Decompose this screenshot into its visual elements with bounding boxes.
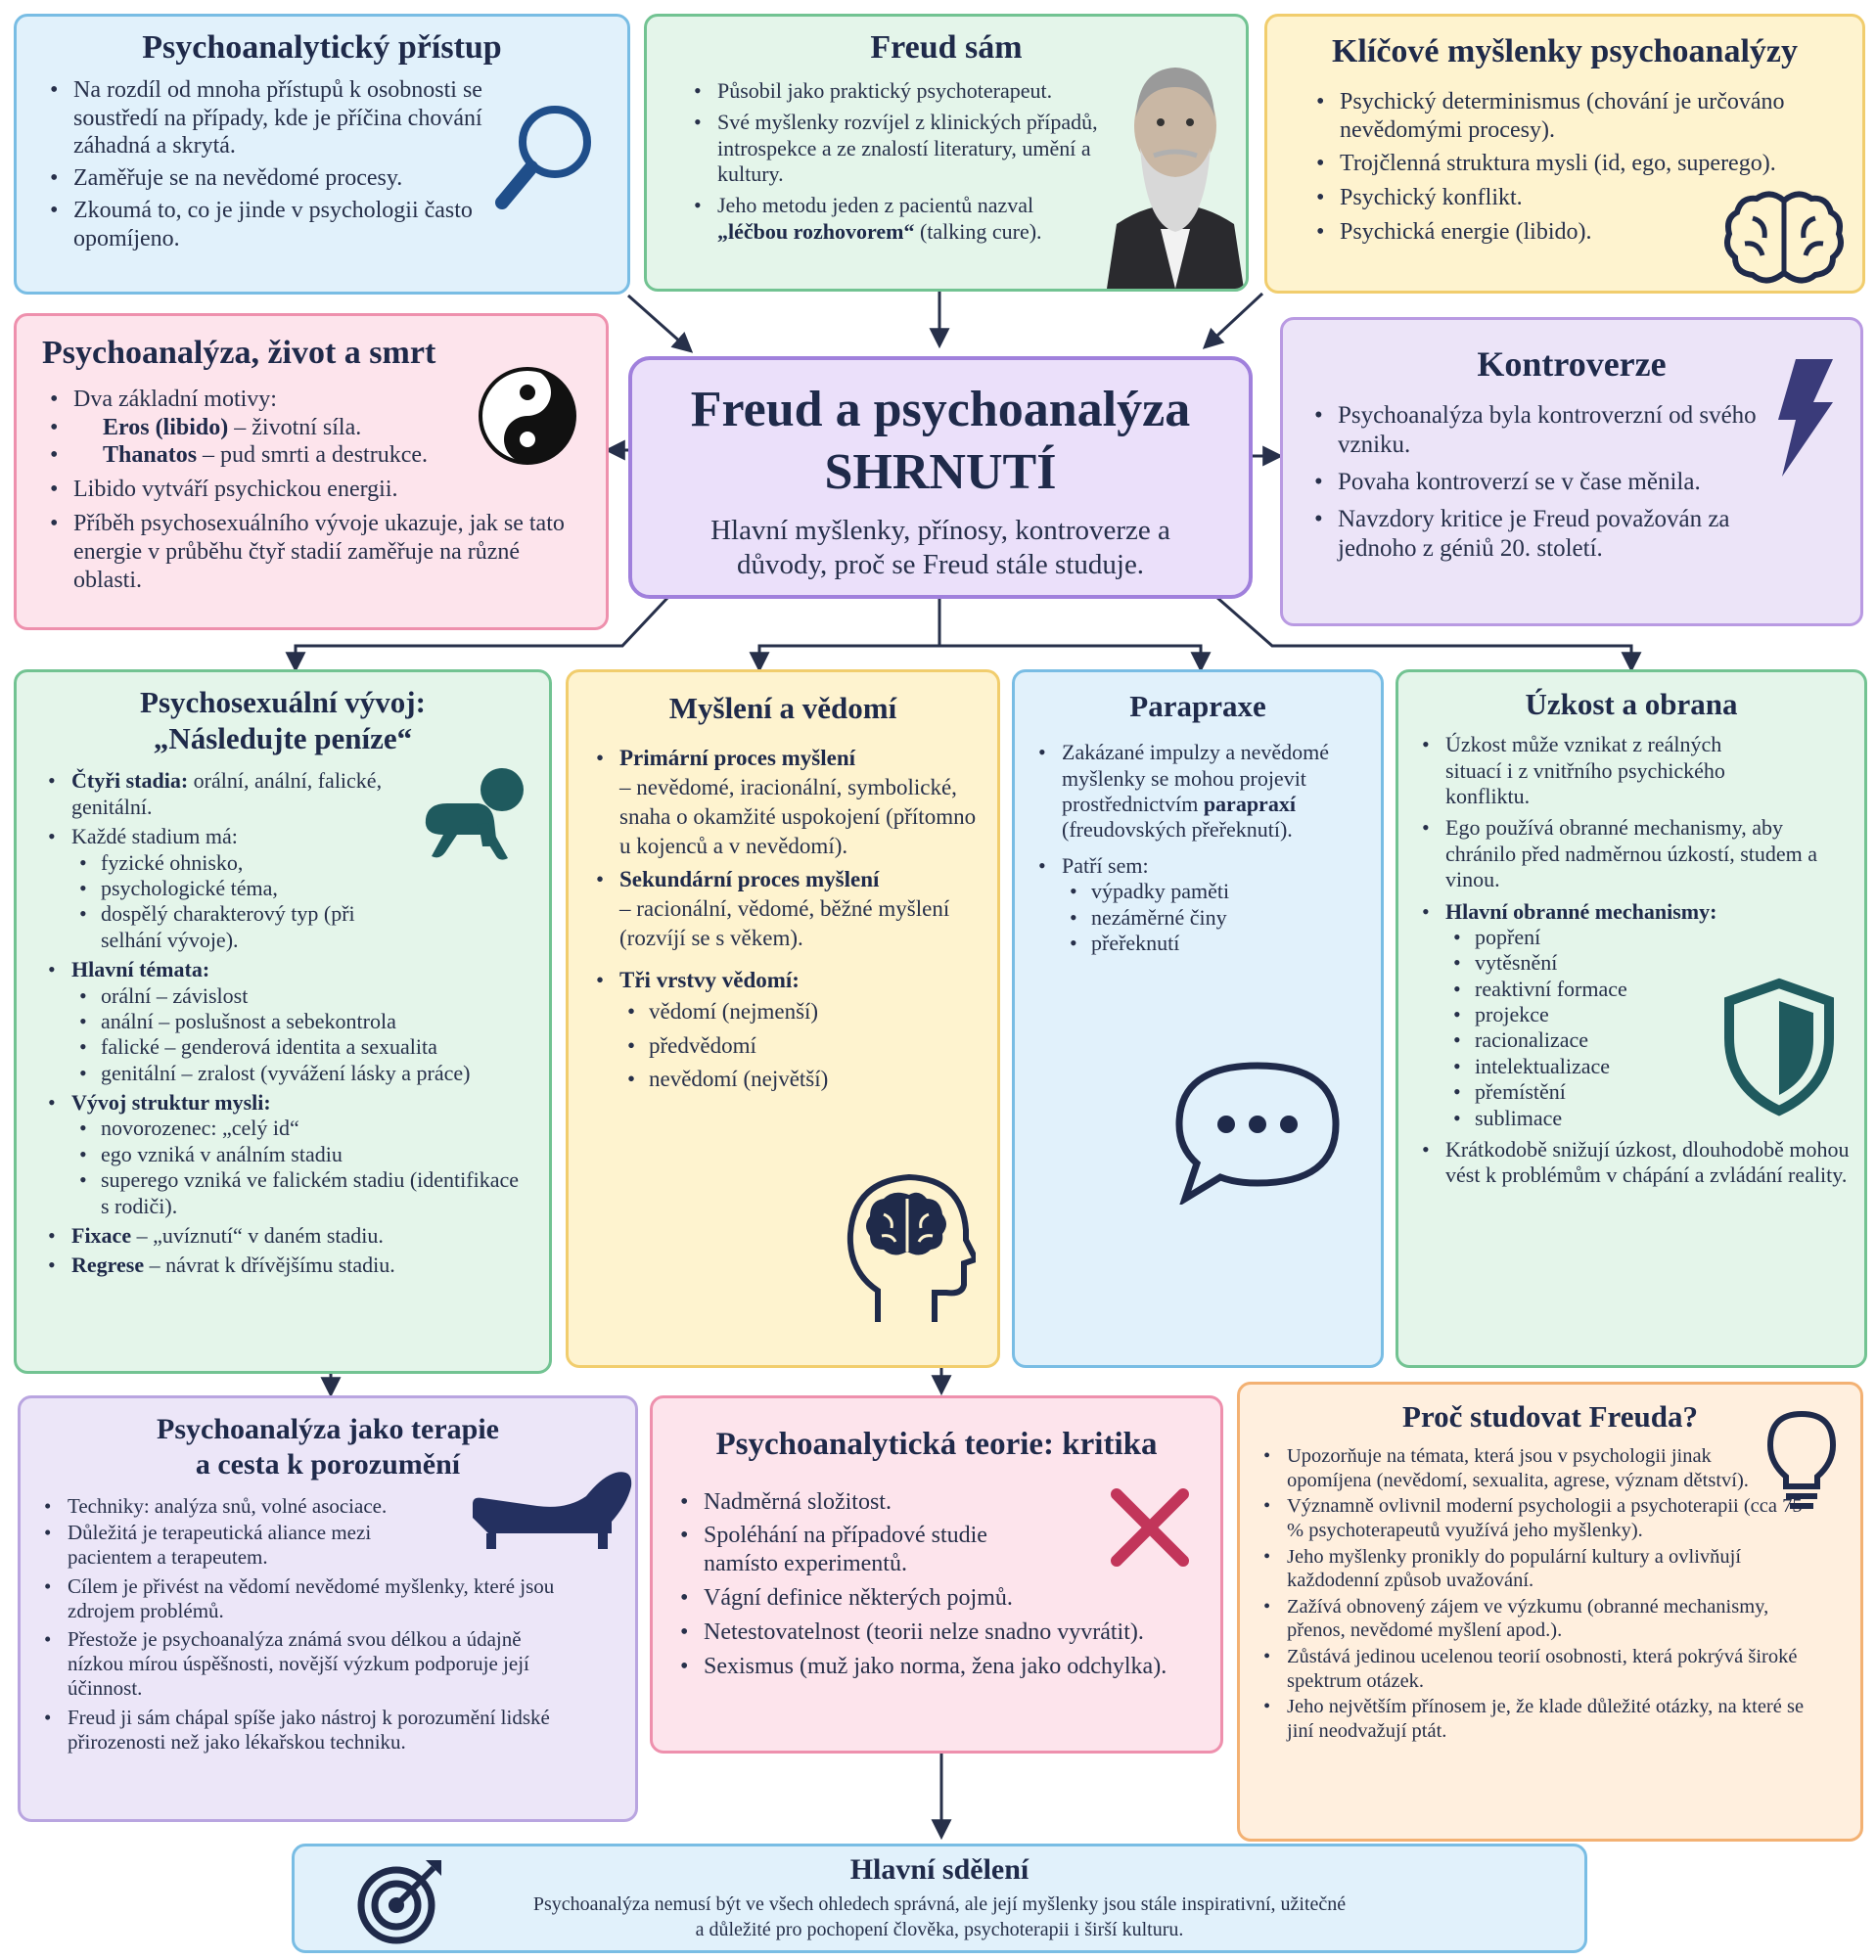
arrow-approach-to-center: [628, 296, 690, 350]
main-title-summary: SHRNUTÍ: [824, 444, 1057, 501]
card-list: [684, 78, 1099, 245]
arrow-center-to-parapraxis: [939, 646, 1201, 668]
primary-text: – nevědomé, iracionální, symbolické, snaha o okamžité uspokojení (přítomno u kojenců a v nevědomí).: [619, 775, 977, 858]
card-subtitle: „Následujte peníze“: [153, 721, 413, 756]
card-list: [586, 744, 978, 1097]
item-text: Patří sem:: [1062, 852, 1149, 878]
thanatos-label: Thanatos: [103, 442, 198, 469]
main-subtitle: Hlavní myšlenky, přínosy, kontroverze a důvody, proč se Freud stále studuje.: [710, 514, 1170, 580]
psychosexual-card: [14, 669, 552, 1374]
list-item: • Psychoanalýza byla kontroverzní od svého vzniku.: [1304, 401, 1762, 460]
sub-item: • novorozenec: „celý id“: [71, 1116, 529, 1141]
card-list: [1304, 401, 1762, 564]
sub-list: [619, 995, 978, 1097]
sub-item: • vědomí (nejmenší): [619, 995, 978, 1029]
freud-himself-card: [644, 14, 1249, 292]
list-item: • Své myšlenky rozvíjel z klinických případů, introspekce a ze znalostí literatury, umění a kultury.: [684, 110, 1099, 187]
stages-text: orální, anální, falické, genitální.: [71, 768, 383, 819]
psychoanalytic-approach-card: [14, 14, 630, 295]
list-item: • Příběh psychosexuálního vývoje ukazuje, jak se tato energie v průběhu čtyř stadií zaměřuje na různé oblasti.: [40, 510, 586, 594]
list-item: [38, 768, 383, 820]
card-title: Freud sám: [870, 29, 1023, 66]
regression-label: Regrese: [71, 1253, 145, 1278]
list-item: • Psychický konflikt.: [1306, 184, 1823, 212]
card-list: [1412, 732, 1851, 1189]
secondary-text: – racionální, vědomé, běžné myšlení (rozvíjí se s věkem).: [619, 895, 950, 950]
card-title: Psychoanalýza, život a smrt: [42, 335, 436, 371]
card-title: Parapraxe: [1129, 689, 1266, 723]
list-item: [38, 1090, 529, 1219]
main-title: Freud a psychoanalýza: [690, 382, 1191, 437]
list-item-sub: [40, 414, 479, 442]
central-summary-card: [628, 356, 1253, 599]
sub-item: • intelektualizace: [1445, 1054, 1851, 1079]
thinking-card: [566, 669, 1000, 1368]
card-title: Psychoanalýza jako terapie: [157, 1413, 499, 1445]
sub-item: • nevědomí (největší): [619, 1063, 978, 1097]
crawling-baby-icon: [418, 766, 535, 868]
shield-icon: [1721, 978, 1837, 1117]
sub-list: [1062, 879, 1367, 956]
item-bold: parapraxí: [1203, 791, 1296, 816]
sub-item: • falické – genderová identita a sexualita: [71, 1034, 529, 1060]
fixation-label: Fixace: [71, 1223, 132, 1249]
list-item: • Freud ji sám chápal spíše jako nástroj k porozumění lidské přirozenosti než jako lékařskou techniku.: [34, 1706, 557, 1755]
structures-label: Vývoj struktur mysli:: [71, 1090, 271, 1116]
list-item: [586, 744, 978, 861]
card-title: Klíčové myšlenky psychoanalýzy: [1331, 33, 1799, 69]
list-item: • Krátkodobě snižují úzkost, dlouhodobě mohou vést k problémům v chápání a zvládání reality.: [1412, 1137, 1851, 1189]
card-title: Myšlení a vědomí: [668, 691, 897, 725]
sub-item: • nezáměrné činy: [1062, 905, 1367, 931]
card-list: [1029, 740, 1367, 956]
list-item: [38, 1253, 529, 1278]
list-item: • Významně ovlivnil moderní psychologii a psychoterapii (cca 75 % psychoterapeutů využívá jeho myšlenky).: [1254, 1494, 1821, 1542]
therapy-card: [18, 1395, 638, 1822]
thanatos-text: – pud smrti a destrukce.: [203, 442, 428, 469]
sub-list: [71, 1116, 529, 1219]
item-text: Jeho metodu jeden z pacientů nazval: [717, 193, 1034, 218]
stages-label: Čtyři stadia:: [71, 768, 189, 794]
list-item: • Zkoumá to, co je jinde v psychologii často opomíjeno.: [40, 197, 490, 253]
card-title: Proč studovat Freuda?: [1402, 1399, 1698, 1434]
couch-icon: [469, 1457, 635, 1555]
themes-label: Hlavní témata:: [71, 957, 210, 982]
list-item: • Spoléhání na případové studie namísto experimentů.: [670, 1522, 1034, 1578]
list-item: [38, 1223, 529, 1249]
sub-list: [71, 850, 412, 954]
sub-item: • dospělý charakterový typ (při selhání vývoje).: [71, 901, 412, 953]
sub-item: • genitální – zralost (vyvážení lásky a práce): [71, 1061, 529, 1086]
message-line: Psychoanalýza nemusí být ve všech ohledech správná, ale její myšlenky jsou stále inspirativní, užitečné: [532, 1893, 1347, 1915]
item-tail: (talking cure).: [919, 218, 1042, 244]
card-subtitle: a cesta k porozumění: [195, 1448, 461, 1481]
item-text: Zakázané impulzy a nevědomé myšlenky se mohou projevit prostřednictvím: [1062, 740, 1330, 816]
card-list: [40, 386, 565, 595]
key-ideas-card: [1264, 14, 1865, 294]
head-brain-icon: [839, 1169, 976, 1326]
each-stage-text: Každé stadium má:: [71, 824, 238, 849]
list-item: • Psychický determinismus (chování je určováno nevědomými procesy).: [1306, 88, 1823, 145]
sub-item: • reaktivní formace: [1445, 977, 1851, 1002]
yin-yang-icon: [477, 365, 578, 467]
item-bold: „léčbou rozhovorem“: [717, 218, 915, 244]
list-item: • Psychická energie (libido).: [1306, 218, 1823, 247]
freud-portrait-icon: [1107, 58, 1244, 289]
card-title: Úzkost a obrana: [1525, 687, 1738, 721]
primary-label: Primární proces myšlení: [619, 746, 856, 771]
list-item: • Ego používá obranné mechanismy, aby chránilo před nadměrnou úzkostí, studem a vinou.: [1412, 815, 1851, 892]
list-item: [684, 193, 1099, 245]
regression-text: – návrat k dřívějšímu stadiu.: [149, 1253, 395, 1278]
list-item: • Nadměrná složitost.: [670, 1488, 1064, 1517]
controversy-card: [1280, 317, 1863, 626]
list-item: • Působil jako praktický psychoterapeut.: [684, 78, 1099, 104]
magnifier-icon: [492, 97, 600, 214]
target-icon: [353, 1854, 447, 1948]
life-death-card: [14, 313, 609, 630]
list-item: • Povaha kontroverzí se v čase měnila.: [1304, 468, 1762, 497]
sub-list: [71, 983, 529, 1087]
sub-item: • superego vzniká ve falickém stadiu (identifikace s rodiči).: [71, 1167, 529, 1219]
mechanisms-label: Hlavní obranné mechanismy:: [1445, 898, 1717, 924]
sub-item: • racionalizace: [1445, 1027, 1851, 1053]
list-item: [1029, 853, 1367, 957]
card-list: [1254, 1444, 1821, 1743]
eros-label: Eros (libido): [103, 414, 229, 440]
list-item: • Techniky: analýza snů, volné asociace.: [34, 1494, 469, 1519]
sub-item: • výpadky paměti: [1062, 879, 1367, 904]
item-tail: (freudovských přeřeknutí).: [1062, 817, 1293, 843]
sub-item: • ego vzniká v análním stadiu: [71, 1142, 529, 1167]
sub-item: • fyzické ohnisko,: [71, 850, 412, 876]
why-study-freud-card: [1237, 1382, 1863, 1842]
sub-item: • anální – poslušnost a sebekontrola: [71, 1009, 529, 1034]
card-title: Psychosexuální vývoj:: [140, 685, 426, 719]
list-item: • Úzkost může vznikat z reálných situací i z vnitřního psychického konfliktu.: [1412, 732, 1782, 809]
sub-item: • předvědomí: [619, 1029, 978, 1064]
lightning-icon: [1774, 359, 1837, 477]
list-item: • Netestovatelnost (teorii nelze snadno vyvrátit).: [670, 1618, 1211, 1647]
list-item: [1029, 740, 1367, 843]
list-item: [586, 865, 978, 953]
sub-item: • přemístění: [1445, 1079, 1851, 1105]
card-title: Hlavní sdělení: [849, 1853, 1030, 1886]
parapraxis-card: [1012, 669, 1384, 1368]
card-title: Psychoanalytická teorie: kritika: [715, 1427, 1158, 1462]
cross-icon: [1109, 1486, 1191, 1569]
main-message-card: [292, 1844, 1587, 1953]
sub-item: • přeřeknutí: [1062, 931, 1367, 956]
arrow-center-to-thinking: [759, 599, 939, 668]
list-item: • Jeho myšlenky pronikly do populární kultury a ovlivňují každodenní způsob uvažování.: [1254, 1545, 1821, 1593]
secondary-label: Sekundární proces myšlení: [619, 866, 880, 891]
list-item: • Upozorňuje na témata, která jsou v psychologii jinak opomíjena (nevědomí, sexualita, agrese, význam dětství).: [1254, 1444, 1753, 1492]
list-item: • Vágní definice některých pojmů.: [670, 1584, 1211, 1613]
sub-item: • orální – závislost: [71, 983, 529, 1009]
list-item: [38, 957, 529, 1086]
list-item: • Dva základní motivy:: [40, 386, 479, 414]
list-item: • Libido vytváří psychickou energii.: [40, 476, 479, 504]
list-item: • Na rozdíl od mnoha přístupů k osobnosti se soustředí na případy, kde je příčina chování záhadná a skrytá.: [40, 76, 490, 160]
card-title: Kontroverze: [1477, 344, 1667, 384]
speech-bubble-icon: [1171, 1058, 1344, 1205]
brain-icon: [1723, 189, 1845, 287]
card-title: Psychoanalytický přístup: [142, 29, 502, 66]
anxiety-card: [1396, 669, 1867, 1368]
sub-item: • popření: [1445, 925, 1851, 950]
list-item: • Cílem je přivést na vědomí nevědomé myšlenky, které jsou zdrojem problémů.: [34, 1574, 557, 1623]
list-item: • Sexismus (muž jako norma, žena jako odchylka).: [670, 1653, 1211, 1681]
arrow-ideas-to-center: [1206, 294, 1262, 346]
list-item: • Důležitá je terapeutická aliance mezi pacientem a terapeutem.: [34, 1521, 410, 1570]
lightbulb-icon: [1764, 1408, 1839, 1518]
list-item: • Jeho největším přínosem je, že klade důležité otázky, na které se jiní neodvažují ptát.: [1254, 1695, 1821, 1743]
list-item: • Zůstává jedinou ucelenou teorií osobnosti, která pokrývá široké spektrum otázek.: [1254, 1645, 1821, 1693]
list-item: • Trojčlenná struktura mysli (id, ego, superego).: [1306, 150, 1823, 178]
list-item: • Zažívá obnovený zájem ve výzkumu (obranné mechanismy, přenos, nevědomé myšlení apod.).: [1254, 1595, 1821, 1643]
sub-item: • sublimace: [1445, 1106, 1851, 1131]
sub-item: • psychologické téma,: [71, 876, 412, 901]
list-item: • Zaměřuje se na nevědomé procesy.: [40, 164, 490, 193]
list-item: • Přestože je psychoanalýza známá svou délkou a údajně nízkou mírou úspěšnosti, novější výzkum podporuje její účinnost.: [34, 1627, 557, 1702]
sub-item: • projekce: [1445, 1002, 1851, 1027]
sub-item: • vytěsnění: [1445, 950, 1851, 976]
list-item-sub: [40, 441, 479, 470]
fixation-text: – „uvíznutí“ v daném stadiu.: [136, 1223, 384, 1249]
message-line: a důležité pro pochopení člověka, psychoterapii i širší kulturu.: [695, 1919, 1184, 1940]
critique-card: [650, 1395, 1223, 1754]
list-item: • Navzdory kritice je Freud považován za jednoho z géniů 20. století.: [1304, 505, 1762, 564]
list-item: [586, 966, 978, 1096]
card-list: [40, 76, 490, 253]
layers-label: Tři vrstvy vědomí:: [619, 968, 800, 993]
eros-text: – životní síla.: [234, 414, 362, 440]
